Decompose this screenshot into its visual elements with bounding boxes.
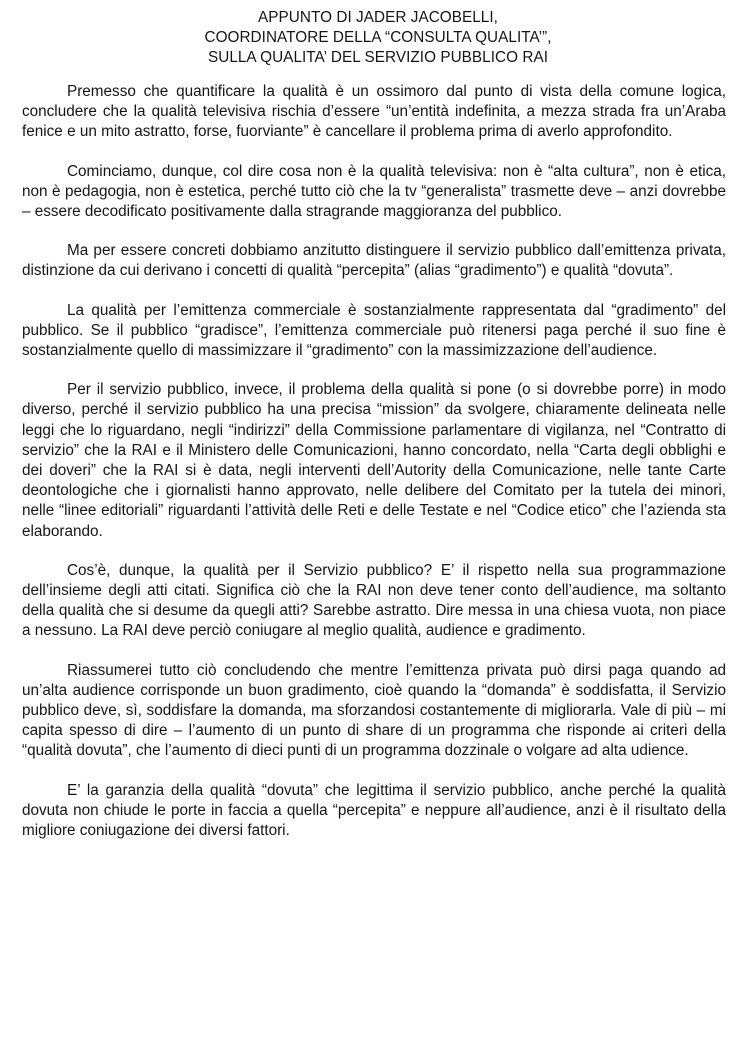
paragraph-5: Per il servizio pubblico, invece, il problema della qualità si pone (o si dovrebbe porre) in modo diverso, perché il servizio pubblico ha una precisa “mission” da svolgere, chiaramente delineata nelle leggi che lo riguardano, negli “indirizzi” della Commissione parlamentare di vigilanza, nel “Contratto di servizio” che la RAI e il Ministero delle Comunicazioni, hanno concordato, nella “Carta degli obblighi e dei doveri” che la RAI si è data, negli interventi dell’Autority della Comunicazione, nelle tante Carte deontologiche che i giornalisti hanno approvato, nelle delibere del Comitato per la tutela dei minori, nelle “linee editoriali” riguardanti l’attività delle Reti e delle Testate e nel “Codice etico” che l’azienda sta elaborando. [22,381,726,540]
paragraph-3: Ma per essere concreti dobbiamo anzitutto distinguere il servizio pubblico dall’emittenza privata, distinzione da cui derivano i concetti di qualità “percepita” (alias “gradimento”) e qualità “dovuta”. [22,242,726,280]
paragraph-4: La qualità per l’emittenza commerciale è sostanzialmente rappresentata dal “gradimento” del pubblico. Se il pubblico “gradisce”, l’emittenza commerciale può ritenersi paga perché il suo fine è sostanzialmente quello di massimizzare il “gradimento” con la massimizzazione dell’audience. [22,301,726,360]
title-line-2: COORDINATORE DELLA “CONSULTA QUALITA’”, [204,29,552,46]
paragraph-1: Premesso che quantificare la qualità è un ossimoro dal punto di vista della comune logica, concludere che la qualità televisiva rischia d’essere “un’entità indefinita, a mezza strada fra un’Araba fenice e un mito astratto, forse, fuorviante” è cancellare il problema prima di averlo approfondito. [22,83,726,141]
paragraph-6: Cos’è, dunque, la qualità per il Servizio pubblico? E’ il rispetto nella sua programmazione dell’insieme degli atti citati. Significa ciò che la RAI non deve tener conto dell’audience, ma soltanto della qualità che si desume da quegli atti? Sarebbe astratto. Dire messa in una chiesa vuota, non piace a nessuno. La RAI deve perciò coniugare al meglio qualità, audience e gradimento. [22,561,726,640]
paragraph-8: E’ la garanzia della qualità “dovuta” che legittima il servizio pubblico, anche perché la qualità dovuta non chiude le porte in faccia a quella “percepita” e neppure all’audience, anzi è il risultato della migliore coniugazione dei diversi fattori. [22,781,726,840]
paragraph-2: Cominciamo, dunque, col dire cosa non è la qualità televisiva: non è “alta cultura”, non è etica, non è pedagogia, non è estetica, perché tutto ciò che la tv “generalista” trasmette deve – anzi dovrebbe – essere decodificato positivamente dalla stragrande maggioranza del pubblico. [22,162,726,221]
title-line-1: APPUNTO DI JADER JACOBELLI, [258,9,498,26]
document-title [22,8,726,68]
paragraph-7: Riassumerei tutto ciò concludendo che mentre l’emittenza privata può dirsi paga quando ad un’alta audience corrisponde un buon gradimento, cioè quando la “domanda” è soddisfatta, il Servizio pubblico deve, sì, soddisfare la domanda, ma sforzandosi costantemente di migliorarla. Vale di più – mi capita spesso di dire – l’aumento di un punto di share di un programma che risponde ai criteri della “qualità dovuta”, che l’aumento di dieci punti di un programma dozzinale o volgare ad alta udience. [22,661,726,760]
title-line-3: SULLA QUALITA’ DEL SERVIZIO PUBBLICO RAI [207,49,549,66]
